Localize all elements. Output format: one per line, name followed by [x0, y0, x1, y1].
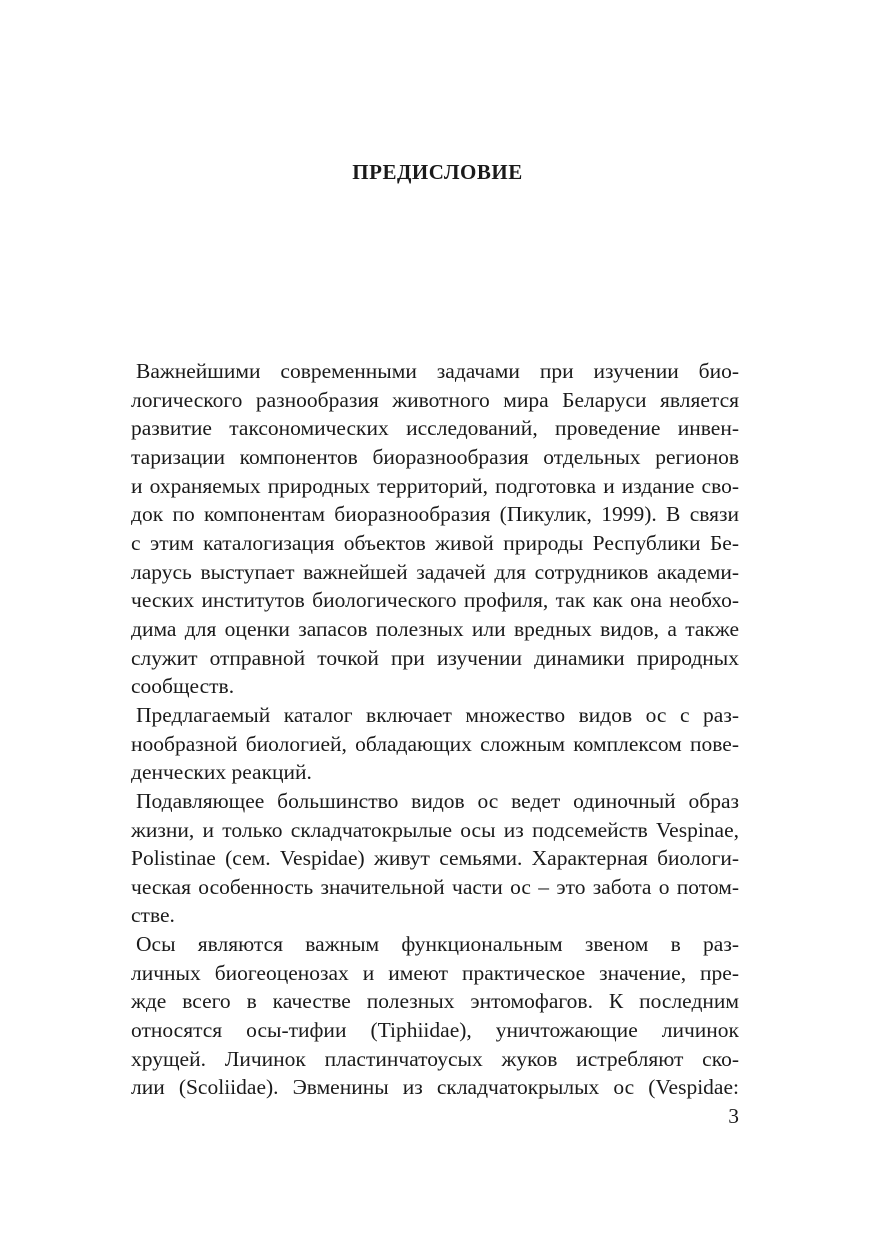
body-text — [131, 357, 739, 1102]
text-line: жде всего в качестве полезных энтомофагов. К последним — [131, 989, 739, 1014]
text-line: относятся осы-тифии (Tiphiidae), уничтожающие личинок — [131, 1018, 739, 1043]
text-line: Подавляющее большинство видов ос ведет одиночный образ — [136, 788, 739, 813]
text-line: ларусь выступает важнейшей задачей для сотрудников академи- — [131, 559, 739, 584]
text-line: развитие таксономических исследований, проведение инвен- — [131, 416, 739, 441]
text-line: ческих институтов биологического профиля, так как она необхо- — [131, 588, 739, 613]
text-line: служит отправной точкой при изучении динамики природных — [131, 645, 739, 670]
text-line: Осы являются важным функциональным звеном в раз- — [136, 932, 739, 957]
text-line: сообществ. — [131, 674, 235, 699]
text-line: дима для оценки запасов полезных или вредных видов, а также — [131, 616, 739, 641]
text-line: Polistinae (сем. Vespidae) живут семьями. Характерная биологи- — [131, 846, 739, 871]
text-line: личных биогеоценозах и имеют практическое значение, пре- — [131, 960, 739, 985]
text-line: ческая особенность значительной части ос – это забота о потом- — [131, 874, 739, 899]
text-line: лии (Scoliidae). Эвменины из складчатокрылых ос (Vespidae: — [131, 1075, 739, 1100]
text-line: стве. — [131, 903, 175, 928]
text-line: с этим каталогизация объектов живой природы Республики Бе- — [131, 530, 739, 555]
text-line: и охраняемых природных территорий, подготовка и издание сво- — [131, 473, 739, 498]
text-line: хрущей. Личинок пластинчатоусых жуков истребляют ско- — [131, 1046, 739, 1071]
page-title: ПРЕДИСЛОВИЕ — [352, 160, 523, 184]
page-number: 3 — [728, 1104, 739, 1128]
text-line: логического разнообразия животного мира Беларуси является — [131, 387, 739, 412]
text-line: таризации компонентов биоразнообразия отдельных регионов — [131, 444, 739, 469]
text-line: жизни, и только складчатокрылые осы из подсемейств Vespinae, — [131, 817, 739, 842]
text-line: нообразной биологией, обладающих сложным комплексом пове- — [131, 731, 739, 756]
text-line: денческих реакций. — [131, 760, 312, 785]
text-line: Предлагаемый каталог включает множество видов ос с раз- — [136, 702, 739, 727]
text-line: док по компонентам биоразнообразия (Пикулик, 1999). В связи — [131, 502, 739, 527]
text-line: Важнейшими современными задачами при изучении био- — [136, 359, 739, 383]
